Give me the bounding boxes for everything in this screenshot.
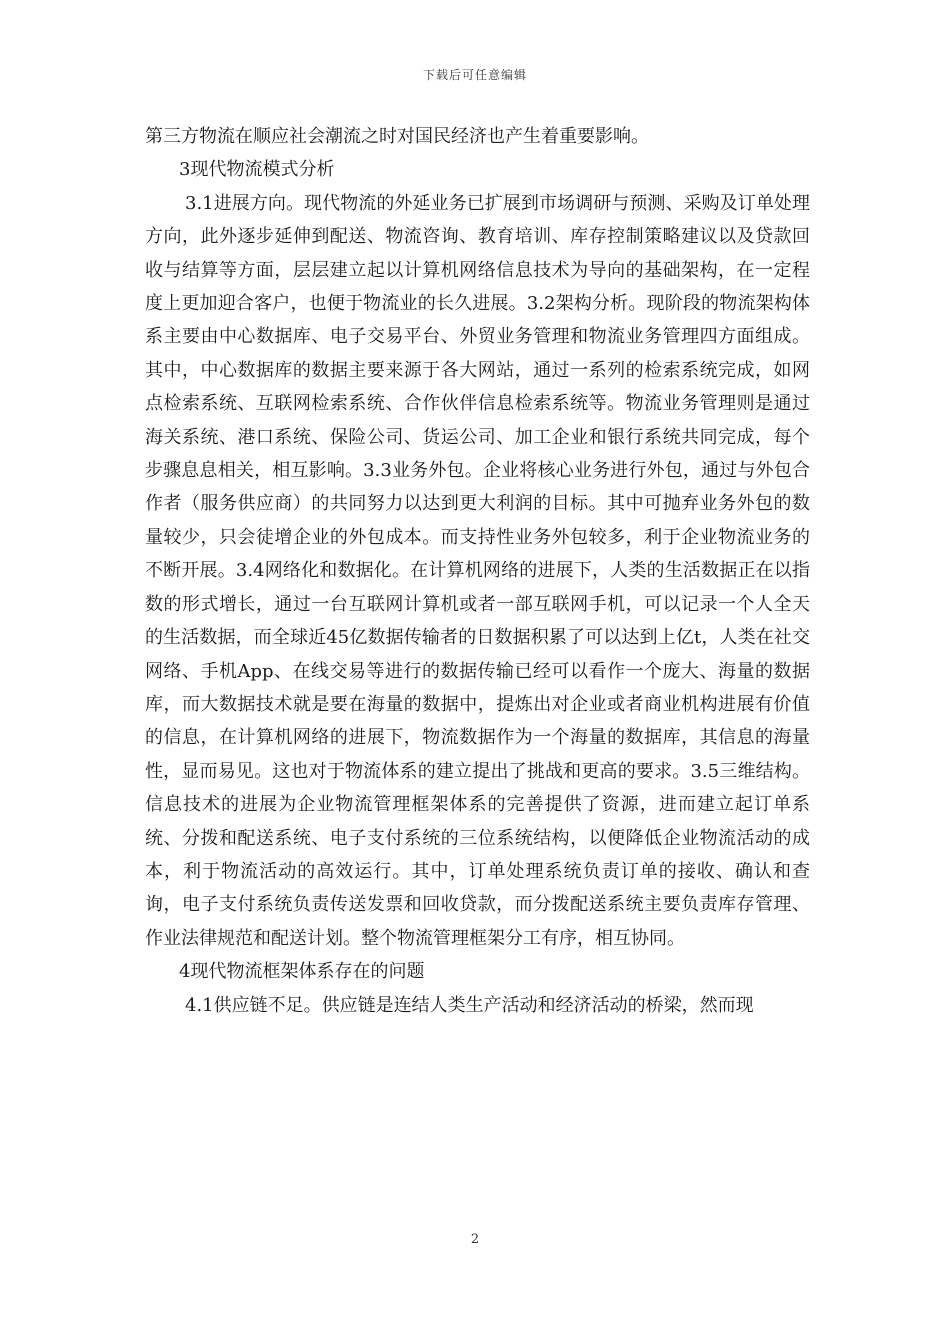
document-body xyxy=(145,120,810,1022)
paragraph-section-4: 4.1供应链不足。供应链是连结人类生产活动和经济活动的桥梁，然而现 xyxy=(185,994,754,1016)
paragraph-intro: 第三方物流在顺应社会潮流之时对国民经济也产生着重要影响。 xyxy=(145,126,649,147)
paragraph-section-3: 3.1进展方向。现代物流的外延业务已扩展到市场调研与预测、采购及订单处理方向，此外逐步延伸到配送、物流咨询、教育培训、库存控制策略建议以及贷款回收与结算等方面，层层建立起以计算机网络信息技术为导向的基础架构，在一定程度上更加迎合客户，也便于物流业的长久进展。3.2架构分析。现阶段的物流架构体系主要由中心数据库、电子交易平台、外贸业务管理和物流业务管理四方面组成。其中，中心数据库的数据主要来源于各大网站，通过一系列的检索系统完成，如网点检索系统、互联网检索系统、合作伙伴信息检索系统等。物流业务管理则是通过海关系统、港口系统、保险公司、货运公司、加工企业和银行系统共同完成，每个步骤息息相关，相互影响。3.3业务外包。企业将核心业务进行外包，通过与外包合作者（服务供应商）的共同努力以达到更大利润的目标。其中可抛弃业务外包的数量较少，只会徒增企业的外包成本。而支持性业务外包较多，利于企业物流业务的不断开展。3.4网络化和数据化。在计算机网络的进展下，人类的生活数据正在以指数的形式增长，通过一台互联网计算机或者一部互联网手机，可以记录一个人全天的生活数据，而全球近45亿数据传输者的日数据积累了可以达到上亿t，人类在社交网络、手机App、在线交易等进行的数据传输已经可以看作一个庞大、海量的数据库，而大数据技术就是要在海量的数据中，提炼出对企业或者商业机构进展有价值的信息，在计算机网络的进展下，物流数据作为一个海量的数据库，其信息的海量性，显而易见。这也对于物流体系的建立提出了挑战和更高的要求。3.5三维结构。信息技术的进展为企业物流管理框架体系的完善提供了资源，进而建立起订单系统、分拨和配送系统、电子支付系统的三位系统结构，以便降低企业物流活动的成本，利于物流活动的高效运行。其中，订单处理系统负责订单的接收、确认和查询，电子支付系统负责传送发票和回收贷款，而分拨配送系统主要负责库存管理、作业法律规范和配送计划。整个物流管理框架分工有序，相互协同。 xyxy=(145,192,810,949)
section-heading-4: 4现代物流框架体系存在的问题 xyxy=(179,961,425,983)
section-heading-3: 3现代物流模式分析 xyxy=(179,159,335,181)
page-header-note: 下载后可任意编辑 xyxy=(422,68,527,82)
page-number: 2 xyxy=(470,1232,480,1247)
